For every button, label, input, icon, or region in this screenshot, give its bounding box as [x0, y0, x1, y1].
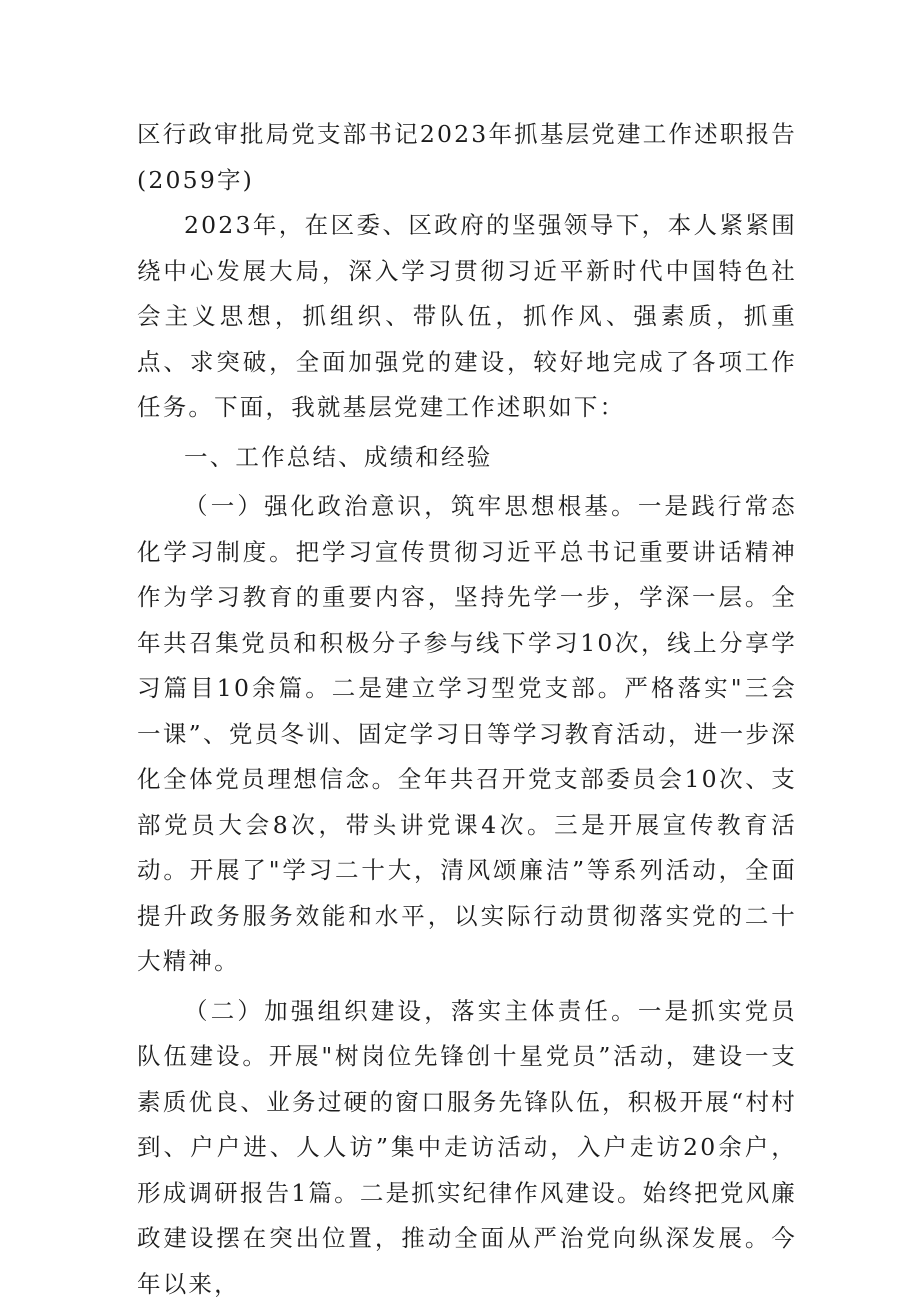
section-heading: 一、工作总结、成绩和经验: [137, 435, 797, 481]
document-title: 区行政审批局党支部书记2023年抓基层党建工作述职报告(2059字): [137, 112, 797, 203]
paragraph-organization-building: （二）加强组织建设，落实主体责任。一是抓实党员队伍建设。开展"树岗位先锋创十星党员”活动，建设一支素质优良、业务过硬的窗口服务先锋队伍，积极开展“村村到、户户进、人人访”集中走访活动，入户走访20余户，形成调研报告1篇。二是抓实纪律作风建设。始终把党风廉政建设摆在突出位置，推动全面从严治党向纵深发展。今年以来，: [137, 989, 797, 1307]
document-body: [137, 112, 797, 1307]
paragraph-political-awareness: （一）强化政治意识，筑牢思想根基。一是践行常态化学习制度。把学习宣传贯彻习近平总书记重要讲话精神作为学习教育的重要内容，坚持先学一步，学深一层。全年共召集党员和积极分子参与线下学习10次，线上分享学习篇目10余篇。二是建立学习型党支部。严格落实"三会一课”、党员冬训、固定学习日等学习教育活动，进一步深化全体党员理想信念。全年共召开党支部委员会10次、支部党员大会8次，带头讲党课4次。三是开展宣传教育活动。开展了"学习二十大，清风颂廉洁”等系列活动，全面提升政务服务效能和水平，以实际行动贯彻落实党的二十大精神。: [137, 484, 797, 985]
intro-paragraph: 2023年，在区委、区政府的坚强领导下，本人紧紧围绕中心发展大局，深入学习贯彻习近平新时代中国特色社会主义思想，抓组织、带队伍，抓作风、强素质，抓重点、求突破，全面加强党的建设，较好地完成了各项工作任务。下面，我就基层党建工作述职如下：: [137, 203, 797, 431]
